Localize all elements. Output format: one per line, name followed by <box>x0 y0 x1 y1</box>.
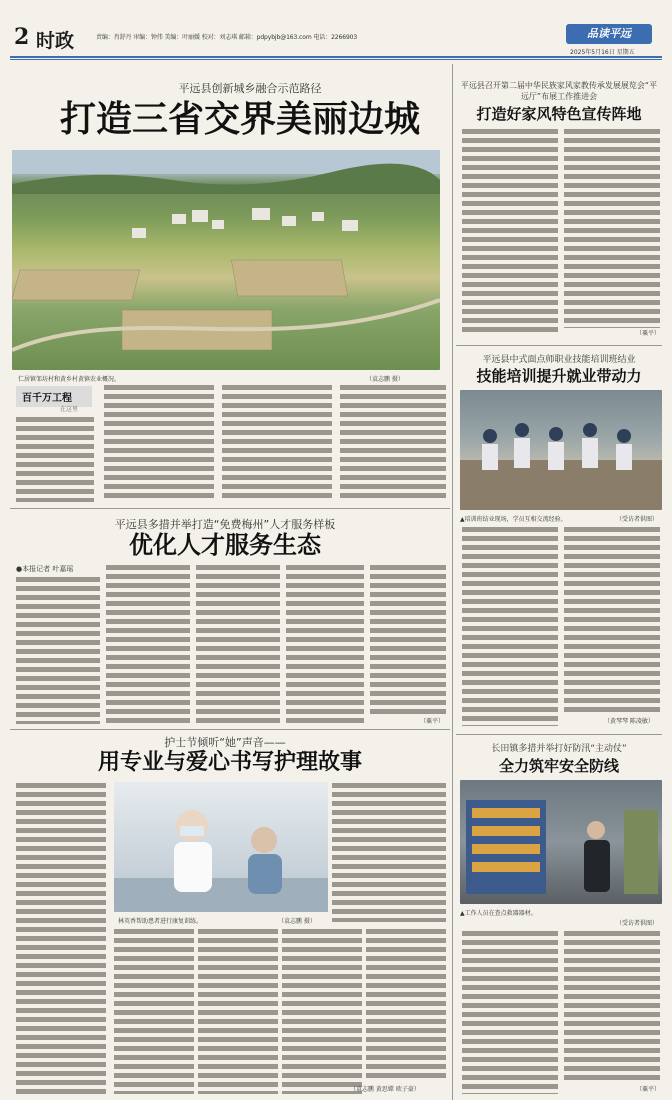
article-body-column <box>370 564 446 714</box>
article-headline: 用专业与爱心书写护理故事 <box>97 749 362 775</box>
photo-credit: （受访者供图） <box>616 516 659 523</box>
article-body-column <box>564 930 660 1080</box>
article-headline: 优化人才服务生态 <box>129 530 321 559</box>
article-headline: 技能培训提升就业带动力 <box>476 367 642 385</box>
article-body-column <box>564 526 660 712</box>
article-credit: （黄琴琴 陈凌敏） <box>604 718 654 725</box>
staff-line: 责编：肖舒丹 审编：钟伟 美编：叶丽媛 校对：刘志琪 邮箱：pdpybjb@163.com 电话：2266903 <box>96 34 358 41</box>
article-body-column <box>16 416 94 502</box>
article-body-column <box>286 564 364 724</box>
training-photo <box>460 390 662 510</box>
article-body-column <box>332 782 446 922</box>
photo-caption: 林英香帮助患者进行康复训练。 <box>118 918 203 925</box>
section-divider <box>10 508 450 509</box>
article-body-column <box>340 384 446 502</box>
page-number: 2 <box>14 24 30 50</box>
article-body-column <box>16 576 100 724</box>
article-body-column <box>16 782 106 1094</box>
nurse-illustration <box>114 782 328 912</box>
article-body-column <box>114 928 194 1094</box>
column-badge <box>16 386 92 407</box>
article-byline: ●本报记者 叶嘉瑶 <box>16 565 74 573</box>
article-body-column <box>366 928 446 1080</box>
article-credit: （粟平） <box>636 1086 661 1093</box>
photo-caption: 仁居镇邹坊村和黄乡村黄镇农业概况。 <box>18 376 121 383</box>
masthead-rule <box>10 56 662 58</box>
date-line: 2025年5月16日 星期五 <box>570 49 635 56</box>
article-credit: （粟平） <box>420 718 445 725</box>
publication-logo: 品读平远 <box>566 24 652 44</box>
nurse-photo <box>114 782 328 912</box>
photo-caption: ▲工作人员在查点救器器材。 <box>460 910 537 917</box>
article-kicker: 平远县召开第二届中华民族家风家教传承发展展览会“平远厅”布展工作推进会 <box>460 81 658 101</box>
article-credit: （袁志鹏 黄思嫦 欧子豪） <box>350 1086 420 1093</box>
article-kicker: 平远县创新城乡融合示范路径 <box>178 82 322 95</box>
article-body-column <box>198 928 278 1094</box>
article-body-column <box>196 564 280 724</box>
aerial-photo <box>12 150 440 370</box>
photo-credit: （袁志鹏 摄） <box>366 376 404 383</box>
badge-subtitle: 在这里 <box>60 406 79 413</box>
article-body-column <box>282 928 362 1094</box>
article-kicker: 平远县中式面点师职业技能培训班结业 <box>482 355 636 365</box>
article-kicker: 护士节倾听“她”声音—— <box>164 736 286 749</box>
masthead-rule-thin <box>10 59 662 60</box>
article-body-column <box>222 384 332 502</box>
photo-credit: （受访者供图） <box>616 920 659 927</box>
article-headline: 打造好家风特色宣传阵地 <box>476 105 642 123</box>
section-divider <box>456 734 662 735</box>
photo-credit: （袁志鹏 摄） <box>278 918 316 925</box>
masthead <box>0 0 672 60</box>
article-headline: 全力筑牢安全防线 <box>498 757 619 775</box>
article-body-column <box>104 384 214 502</box>
badge-title: 百千万工程 <box>22 393 72 404</box>
article-body-column <box>462 930 558 1094</box>
article-headline: 打造三省交界美丽边城 <box>59 98 420 140</box>
article-body-column <box>462 526 558 726</box>
trainees-illustration <box>460 390 662 510</box>
article-body-column <box>564 128 660 328</box>
article-credit: （粟平） <box>636 330 661 337</box>
article-body-column <box>106 564 190 724</box>
article-kicker: 长田镇多措并举打好防汛“主动仗” <box>491 744 627 754</box>
section-divider <box>456 345 662 346</box>
section-title: 时政 <box>36 30 75 52</box>
village-fields-illustration <box>12 150 440 370</box>
flood-supplies-illustration <box>460 780 662 904</box>
photo-caption: ▲培训班结业现场，学员互相交流经验。 <box>460 516 567 523</box>
warehouse-photo <box>460 780 662 904</box>
section-divider <box>10 729 450 730</box>
column-divider <box>452 64 453 1100</box>
article-kicker: 平远县多措并举打造“免费梅州”人才服务样板 <box>114 518 336 531</box>
article-body-column <box>462 128 558 336</box>
